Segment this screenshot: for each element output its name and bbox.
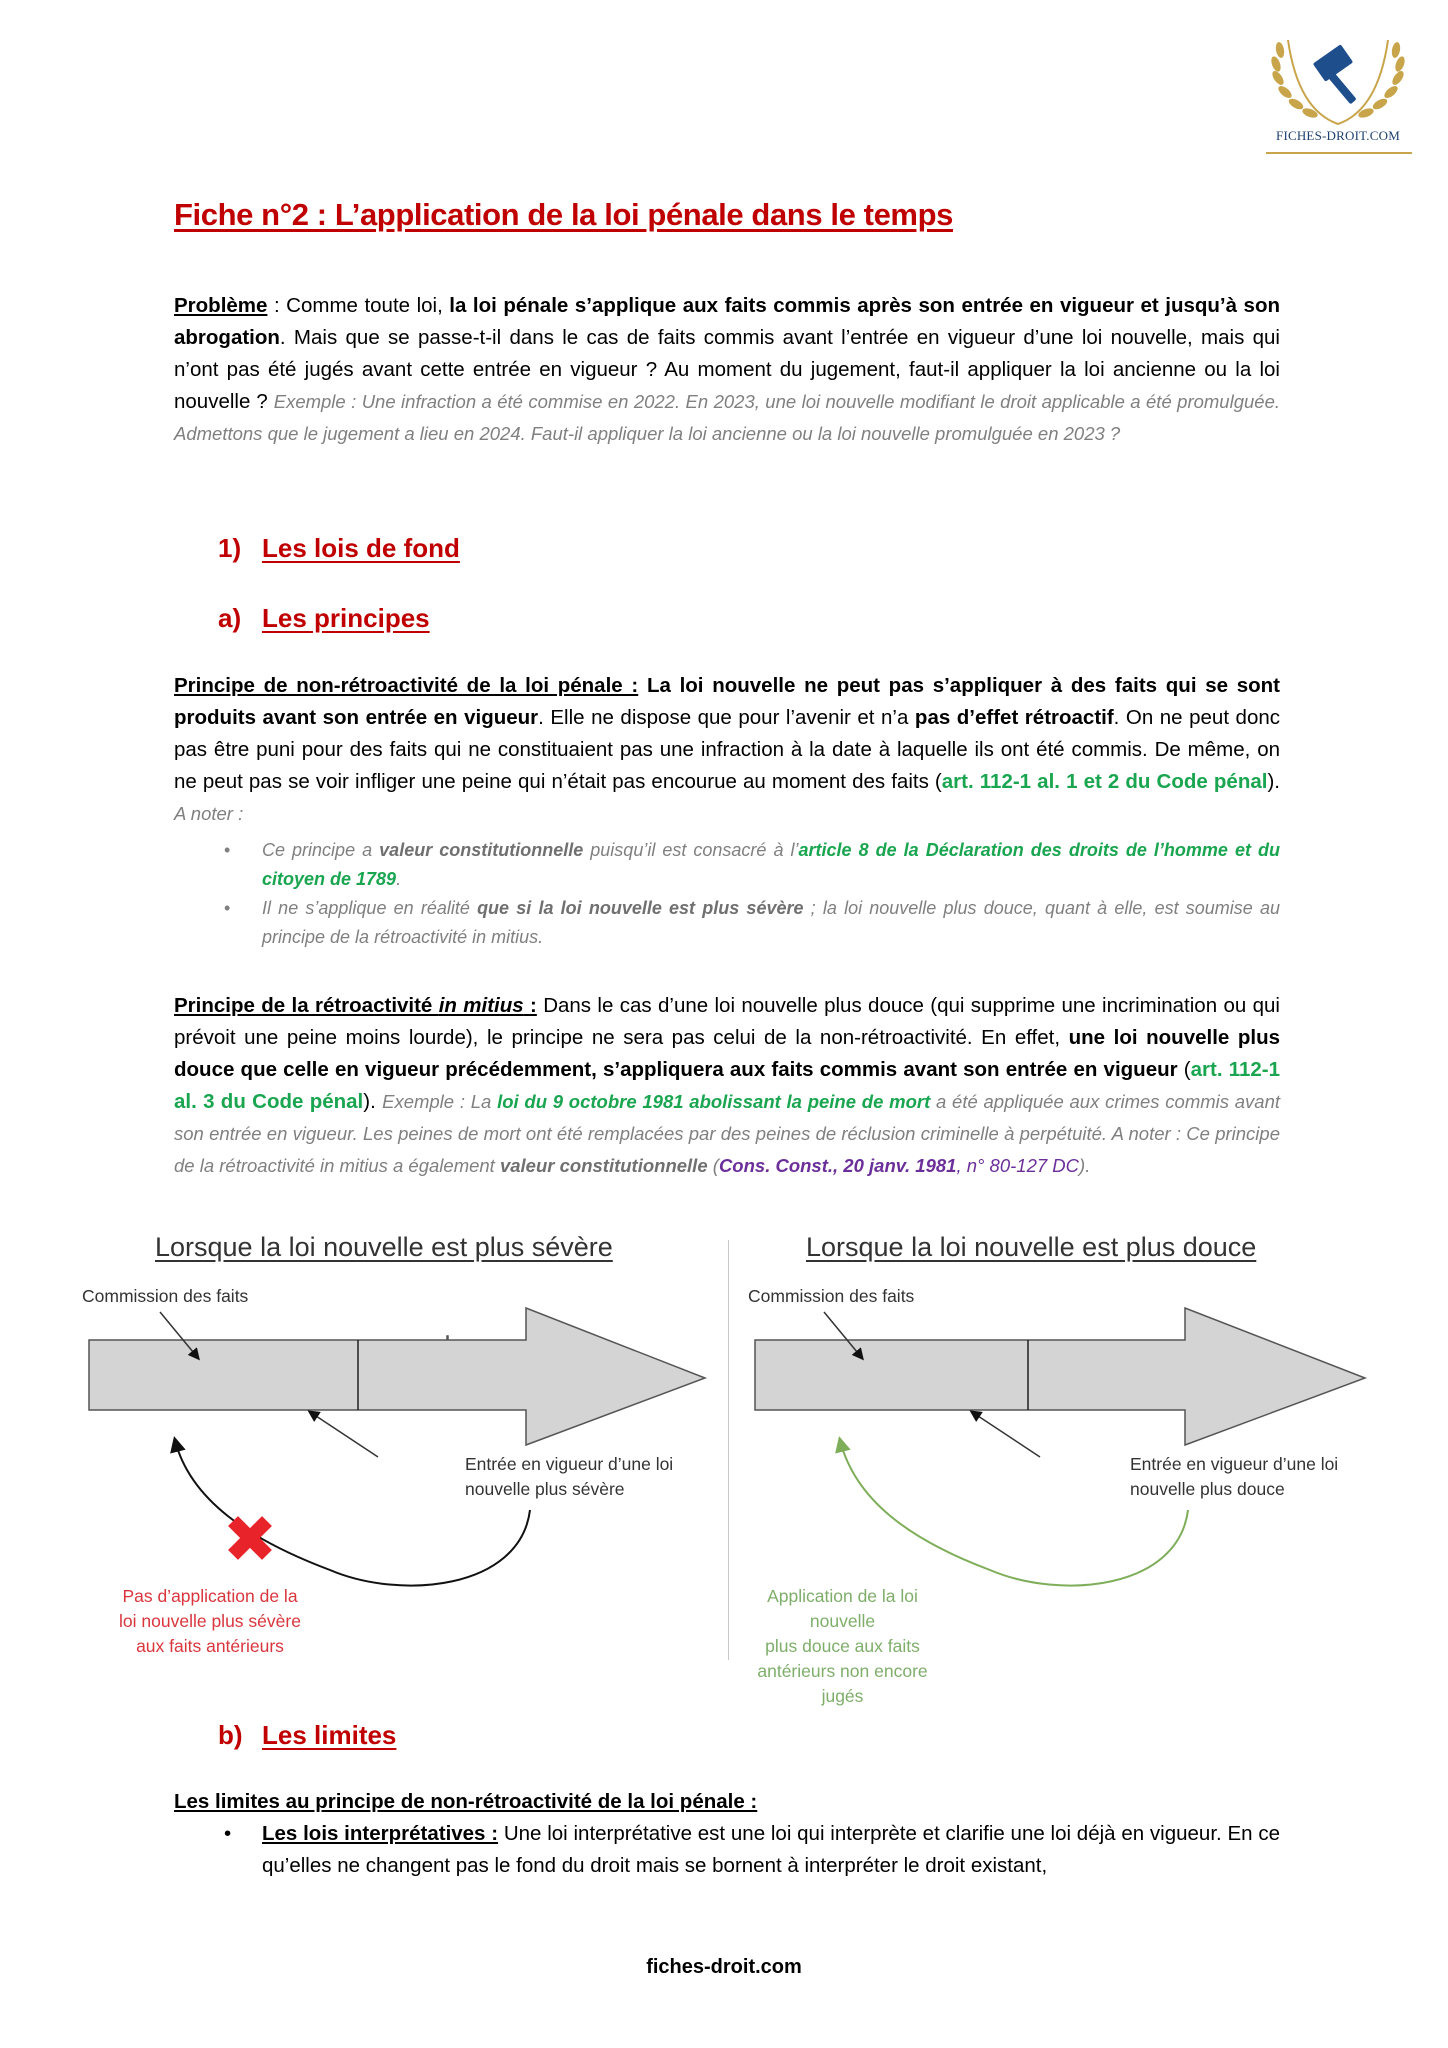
no-application-note: Pas d’application de la loi nouvelle plus sévère aux faits antérieurs xyxy=(119,1586,301,1656)
section-label: Les limites xyxy=(262,1720,397,1750)
bullet-text: Il ne s’applique en réalité xyxy=(262,898,478,918)
problem-paragraph xyxy=(174,290,1280,450)
section-number: b) xyxy=(218,1720,243,1750)
diagram-lenient xyxy=(740,1220,1400,1706)
mitius-paragraph xyxy=(174,990,1280,1182)
nonretro-bold-2: pas d’effet rétroactif xyxy=(914,706,1114,729)
list-item xyxy=(218,1818,1280,1882)
limit-text: Une loi interprétative est une loi qui interprète et clarifie une loi déjà en vigueur. En ce qu’elles ne changent pas le fond du droit mais se bornent à interpréter le droit existant, xyxy=(262,1822,1280,1877)
nonretro-paragraph xyxy=(174,670,1280,830)
bullet-text: ; la loi nouvelle plus douce, quant à elle, est soumise au principe de la rétroactivité in mitius. xyxy=(262,898,1281,947)
nonretro-notes-list xyxy=(218,836,1280,952)
mitius-label: Principe de la rétroactivité in mitius : xyxy=(174,994,537,1017)
commission-label: Commission des faits xyxy=(82,1286,249,1306)
nonretro-bold-1: La loi nouvelle ne peut pas s’appliquer à des faits qui se sont produits avant son entrée en vigueur xyxy=(174,674,1281,729)
section-label: Les principes xyxy=(262,603,430,633)
nonretro-text-1: . Elle ne dispose que pour l’avenir et n’a xyxy=(538,706,915,729)
bullet-icon: • xyxy=(224,1822,232,1845)
diagram-title: Lorsque la loi nouvelle est plus douce xyxy=(806,1232,1257,1262)
case-law-reference: Cons. Const., 20 janv. 1981 xyxy=(718,1155,957,1176)
law-reference: loi du 9 octobre 1981 abolissant la peine de mort xyxy=(497,1091,931,1112)
list-item xyxy=(218,836,1280,894)
section-number: 1) xyxy=(218,533,242,563)
footer-site: fiches-droit.com xyxy=(646,1956,802,1978)
bullet-text: Ce principe a xyxy=(262,840,380,860)
section-label: Les lois de fond xyxy=(262,533,460,563)
nonretro-text-3: ). xyxy=(1267,770,1280,793)
bullet-icon: • xyxy=(224,840,231,860)
mitius-bold: une loi nouvelle plus douce que celle en vigueur précédemment, s’appliquera aux faits commis avant son entrée en vigueur xyxy=(174,1026,1281,1081)
mitius-example: Exemple : La loi du 9 octobre 1981 abolissant la peine de mort a été appliquée aux crimes commis avant son entrée en vigueur. Les peines de mort ont été remplacées par des peines de réclusion criminelle à perpétuité. A noter : Ce principe de la rétroactivité in mitius a également valeur constitutionnelle (Cons. Const., 20 janv. 1981, n° 80-127 DC). xyxy=(174,1091,1281,1176)
diagram-severe xyxy=(80,1220,720,1680)
code-reference: art. 112-1 al. 1 et 2 du Code pénal xyxy=(941,770,1268,793)
logo-underline xyxy=(1266,152,1412,154)
entry-label: Entrée en vigueur d’une loi nouvelle plus sévère xyxy=(465,1454,674,1499)
diagram-title: Lorsque la loi nouvelle est plus sévère xyxy=(155,1232,613,1262)
bullet-icon: • xyxy=(224,898,231,918)
mitius-text-3: ). xyxy=(363,1090,383,1113)
section-heading-1 xyxy=(218,533,460,564)
application-note: Application de la loi nouvelle plus douce aux faits antérieurs non encore jugés xyxy=(757,1586,928,1706)
mitius-text-2: ( xyxy=(1177,1058,1191,1081)
problem-bold: la loi pénale s’applique aux faits commis après son entrée en vigueur et jusqu’à son abrogation xyxy=(174,294,1280,349)
nonretro-text-2: . On ne peut donc pas être puni pour des faits qui ne constituaient pas une infraction à la date à laquelle ils ont été commis. De même, on ne peut pas se voir infliger une peine qui n’était pas encourue au moment des faits ( xyxy=(174,706,1280,793)
section-heading-1a xyxy=(218,603,430,634)
note-label: A noter : xyxy=(174,803,244,824)
code-reference: art. 112-1 al. 3 du Code pénal xyxy=(174,1058,1281,1113)
section-heading-1b xyxy=(218,1720,396,1751)
logo-text: FICHES-DROIT.COM xyxy=(1276,128,1400,143)
problem-label: Problème xyxy=(174,294,268,317)
nonretro-label: Principe de non-rétroactivité de la loi pénale : xyxy=(174,674,639,697)
commission-label: Commission des faits xyxy=(748,1286,915,1306)
mitius-text-1: Dans le cas d’une loi nouvelle plus douce (qui supprime une incrimination ou qui prévoit une peine moins lourde), le principe ne sera pas celui de la non-rétroactivité. En effet, xyxy=(174,994,1280,1049)
list-item xyxy=(218,894,1280,952)
ddhc-reference: article 8 de la Déclaration des droits de l’homme et du citoyen de 1789 xyxy=(262,840,1281,889)
site-logo xyxy=(1258,30,1418,160)
limits-heading xyxy=(174,1786,1280,1818)
limit-label: Les lois interprétatives : xyxy=(262,1822,499,1845)
bullet-text: . xyxy=(396,869,402,889)
limits-list xyxy=(218,1818,1280,1882)
problem-text-2: . Mais que se passe-t-il dans le cas de faits commis avant l’entrée en vigueur d’une loi nouvelle, mais qui n’ont pas été jugés avant cette entrée en vigueur ? Au moment du jugement, faut-il appliquer la loi ancienne ou la loi nouvelle ? xyxy=(174,326,1280,413)
page-title: Fiche n°2 : L’application de la loi pénale dans le temps xyxy=(174,197,953,232)
problem-text: : Comme toute loi, xyxy=(267,294,450,317)
bullet-bold: valeur constitutionnelle xyxy=(379,840,584,860)
diagram-divider xyxy=(728,1240,729,1660)
gavel-laurel-icon xyxy=(1258,30,1418,130)
section-number: a) xyxy=(218,603,242,633)
limits-heading-text: Les limites au principe de non-rétroactivité de la loi pénale : xyxy=(174,1790,758,1813)
bullet-bold: que si la loi nouvelle est plus sévère xyxy=(477,898,804,918)
bullet-text: puisqu’il est consacré à l’ xyxy=(583,840,799,860)
problem-example: Exemple : Une infraction a été commise en 2022. En 2023, une loi nouvelle modifiant le droit applicable a été promulguée. Admettons que le jugement a lieu en 2024. Faut-il appliquer la loi ancienne ou la loi nouvelle promulguée en 2023 ? xyxy=(174,391,1280,444)
entry-label: Entrée en vigueur d’une loi nouvelle plus douce xyxy=(1130,1454,1339,1499)
